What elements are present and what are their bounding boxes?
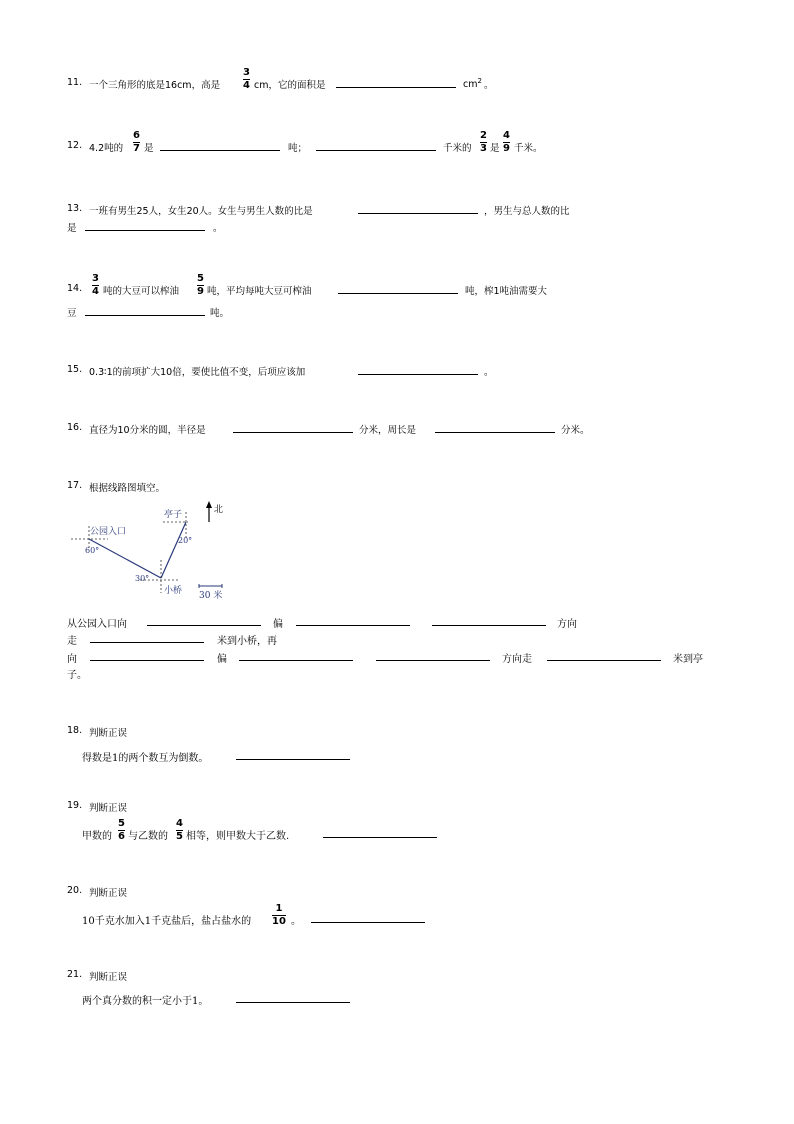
question-number: 11. [67,77,83,88]
answer-blank[interactable] [160,150,280,151]
question-title: 根据线路图填空。 [89,483,166,494]
bridge-label: 小桥 [164,586,183,596]
numerator: 6 [133,130,140,141]
denominator: 4 [92,286,99,297]
question-text: 吨； [288,143,308,154]
question-text: 4.2吨的 [89,143,124,154]
question-text: 一个三角形的底是16cm，高是 [89,80,221,91]
answer-blank[interactable] [233,432,353,433]
question-text: 与乙数的 [128,831,168,842]
question-text: 方向走 [502,654,532,665]
answer-blank[interactable] [432,625,546,626]
north-label: 北 [214,505,224,515]
numerator: 4 [176,818,183,829]
question-text: 是 [144,143,154,154]
fraction [480,131,487,154]
question-title: 判断正误 [89,728,128,739]
question-text: 米到小桥，再 [217,636,277,647]
answer-blank[interactable] [90,642,204,643]
answer-blank[interactable] [316,150,436,151]
answer-blank[interactable] [90,660,204,661]
answer-blank[interactable] [85,315,205,316]
answer-blank[interactable] [376,660,490,661]
route-diagram [68,498,238,602]
question-text: 10千克水加入1千克盐后，盐占盐水的 [82,916,252,927]
question-text: 甲数的 [82,831,112,842]
answer-blank[interactable] [85,230,205,231]
question-title: 判断正误 [89,803,128,814]
unit: cm [463,79,478,91]
numerator: 1 [275,903,283,914]
question-number: 17. [67,480,83,491]
question-title: 判断正误 [89,972,128,983]
denominator: 7 [133,143,140,154]
punctuation: 。 [484,80,494,91]
question-text: 两个真分数的积一定小于1。 [82,996,209,1007]
denominator: 9 [197,286,204,297]
fraction [503,131,510,154]
question-text: 豆 [67,308,77,319]
question-text: 吨，榨1吨油需要大 [465,286,548,297]
question-text: 方向 [557,619,577,630]
answer-blank[interactable] [239,660,353,661]
entrance-label: 公园入口 [90,527,127,537]
answer-blank[interactable] [323,837,437,838]
question-number: 15. [67,364,83,375]
north-arrowhead [206,501,212,508]
punctuation: 。 [484,367,494,378]
question-text: 偏 [217,654,227,665]
question-text: 吨，平均每吨大豆可榨油 [207,286,312,297]
question-text: 千米。 [514,143,543,154]
denominator: 4 [243,80,250,91]
numerator: 3 [92,273,99,284]
question-number: 14. [67,283,83,294]
question-number: 16. [67,422,83,433]
question-number: 19. [67,800,83,811]
question-text: 向 [67,654,77,665]
scale-label: 30 米 [199,591,223,601]
answer-blank[interactable] [338,293,458,294]
question-text: 分米，周长是 [359,425,417,436]
question-text: 走 [67,636,77,647]
fraction [133,131,140,154]
superscript: 2 [477,77,482,85]
fraction [272,904,286,927]
numerator: 2 [480,130,487,141]
answer-blank[interactable] [435,432,555,433]
question-number: 21. [67,969,83,980]
angle-20-label: 20° [178,536,193,545]
angle-60-label: 60° [85,546,100,555]
answer-blank[interactable] [296,625,410,626]
question-text: cm，它的面积是 [254,80,326,91]
answer-blank[interactable] [336,87,456,88]
answer-blank[interactable] [547,660,661,661]
denominator: 5 [176,831,183,842]
answer-blank[interactable] [358,374,478,375]
question-number: 18. [67,725,83,736]
fraction [92,274,99,297]
numerator: 5 [118,818,125,829]
punctuation: 。 [213,223,223,234]
numerator: 3 [243,67,250,78]
question-text: 相等，则甲数大于乙数. [186,831,290,842]
angle-30-label: 30° [135,574,150,583]
question-text: 吨。 [210,308,230,319]
question-text: 得数是1的两个数互为倒数。 [82,753,209,764]
denominator: 6 [118,831,125,842]
question-text: 子。 [67,670,87,681]
fraction [176,819,183,842]
question-text: 从公园入口向 [67,619,127,630]
answer-blank[interactable] [236,759,350,760]
fraction [197,274,204,297]
unit-label [463,77,482,90]
question-text: 偏 [273,619,283,630]
route-bridge-to-pavilion [161,522,186,578]
question-text: 是 [67,223,77,234]
question-title: 判断正误 [89,888,128,899]
fraction [118,819,125,842]
route-entrance-to-bridge [89,539,161,578]
question-text: 一班有男生25人，女生20人。女生与男生人数的比是 [89,206,313,217]
question-text: 分米。 [561,425,590,436]
question-text: ，男生与总人数的比 [484,206,570,217]
punctuation: 。 [291,916,301,927]
question-text: 米到亭 [673,654,703,665]
denominator: 3 [480,143,487,154]
question-text: 千米的 [443,143,472,154]
question-number: 20. [67,885,83,896]
question-text: 吨的大豆可以榨油 [103,286,180,297]
pavilion-label: 亭子 [164,510,183,520]
question-text: 是 [490,143,500,154]
numerator: 5 [197,273,204,284]
answer-blank[interactable] [147,625,261,626]
answer-blank[interactable] [358,213,478,214]
question-number: 12. [67,140,83,151]
question-number: 13. [67,203,83,214]
denominator: 10 [272,916,286,927]
fraction [243,68,250,91]
answer-blank[interactable] [236,1002,350,1003]
question-text: 直径为10分米的圆，半径是 [89,425,206,436]
denominator: 9 [503,143,510,154]
question-text: 0.3∶1的前项扩大10倍，要使比值不变，后项应该加 [89,367,306,378]
answer-blank[interactable] [311,922,425,923]
numerator: 4 [503,130,510,141]
